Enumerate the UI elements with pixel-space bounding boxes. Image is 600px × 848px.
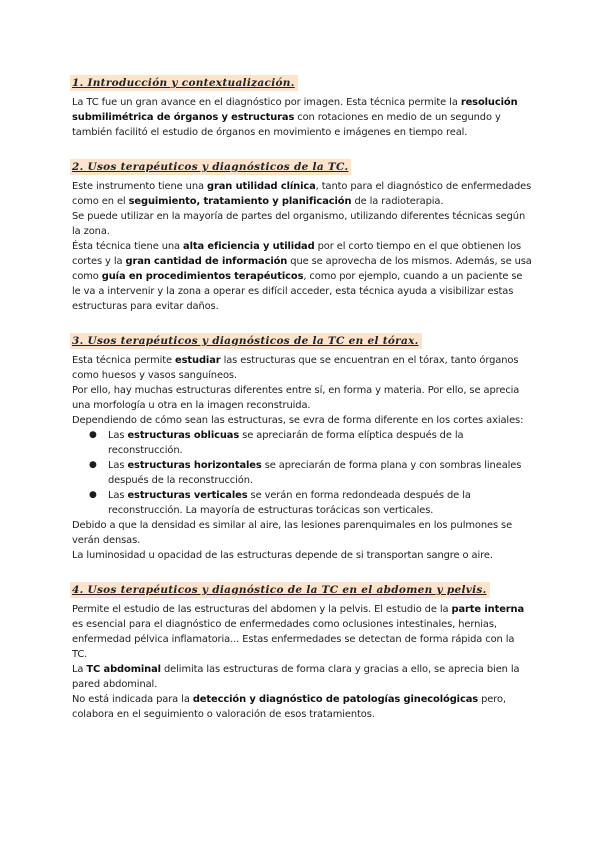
list-item: [89, 458, 532, 488]
text-run: Este instrumento tiene una: [72, 181, 207, 192]
bold-term: detección y diagnóstico de patologías ginecológicas: [192, 694, 479, 705]
text-run: La TC fue un gran avance en el diagnóstico por imagen. Esta técnica permite la: [72, 97, 461, 108]
bold-term: estructuras verticales: [127, 490, 248, 501]
bold-term: estudiar: [175, 355, 221, 366]
paragraph: [72, 353, 532, 383]
text-run: Ésta técnica tiene una: [72, 241, 184, 252]
bold-term: seguimiento, tratamiento y planificación: [128, 196, 352, 207]
paragraph: [72, 602, 532, 662]
bold-term: alta eficiencia y utilidad: [183, 241, 315, 252]
text-run: por el corto tiempo en el que obtienen los cortes y la: [72, 241, 522, 267]
text-run: de la radioterapia.: [351, 196, 444, 207]
text-run: , como por ejemplo, cuando a un paciente se le va a intervenir y la zona a operar es difícil acceder, esta técnica ayuda a visibilizar estas estructuras para evitar daños.: [72, 271, 523, 312]
text-run: , tanto para el diagnóstico de enfermedades como en el: [72, 181, 532, 207]
section-heading: 3. Usos terapéuticos y diagnósticos de la TC en el tórax.: [70, 333, 422, 349]
bold-term: estructuras oblicuas: [127, 430, 240, 441]
section-heading: 2. Usos terapéuticos y diagnósticos de la TC.: [70, 159, 351, 175]
bold-term: guía en procedimientos terapéuticos: [101, 271, 304, 282]
text-run: Las: [108, 460, 128, 471]
text-run: es esencial para el diagnóstico de enfermedades como oclusiones intestinales, hernias, enfermedad pélvica inflamatoria... Estas enfermedades se detectan de forma rápida con la TC.: [72, 619, 515, 660]
paragraph: [72, 662, 532, 692]
text-run: pero, colabora en el seguimiento o valoración de esos tratamientos.: [72, 694, 506, 720]
bullet-icon: ●: [89, 490, 97, 500]
text-run: delimita las estructuras de forma clara y gracias a ello, se aprecia bien la pared abdominal.: [72, 664, 520, 690]
paragraph: [72, 95, 532, 140]
text-run: se verán en forma redondeada después de la reconstrucción. La mayoría de estructuras torácicas son verticales.: [108, 490, 471, 516]
section-usos-generales: [72, 155, 532, 314]
bullet-list: [72, 428, 532, 518]
section-introduccion: [72, 71, 532, 140]
section-heading: 1. Introducción y contextualización.: [70, 75, 298, 91]
bold-term: TC abdominal: [86, 664, 161, 675]
text-run: Las: [108, 430, 128, 441]
text-run: Permite el estudio de las estructuras del abdomen y la pelvis. El estudio de la: [72, 604, 452, 615]
bold-term: parte interna: [451, 604, 525, 615]
paragraph: [72, 179, 532, 209]
text-run: las estructuras que se encuentran en el tórax, tanto órganos como huesos y vasos sanguíneos.: [72, 355, 519, 381]
bold-term: resolución submilimétrica de órganos y estructuras: [72, 97, 518, 123]
text-run: se apreciarán de forma plana y con sombras lineales después de la reconstrucción.: [108, 460, 522, 486]
paragraph: [72, 692, 532, 722]
paragraph: La luminosidad u opacidad de las estructuras depende de si transportan sangre o aire.: [72, 550, 493, 561]
paragraph: Debido a que la densidad es similar al aire, las lesiones parenquimales en los pulmones se verán densas.: [72, 520, 513, 546]
text-run: Esta técnica permite: [72, 355, 176, 366]
list-item: [89, 488, 532, 518]
text-run: La: [72, 664, 87, 675]
bold-term: gran utilidad clínica: [207, 181, 316, 192]
text-run: No está indicada para la: [72, 694, 193, 705]
paragraph: Por ello, hay muchas estructuras diferentes entre sí, en forma y materia. Por ello, se aprecia una morfología u otra en la imagen reconstruida.: [72, 385, 520, 411]
section-torax: [72, 329, 532, 563]
paragraph: Se puede utilizar en la mayoría de partes del organismo, utilizando diferentes técnicas según la zona.: [72, 211, 526, 237]
document-body: [72, 71, 532, 737]
text-run: se apreciarán de forma elíptica después de la reconstrucción.: [108, 430, 464, 456]
text-run: que se aprovecha de los mismos. Además, se usa como: [72, 256, 532, 282]
list-item: [89, 428, 532, 458]
bold-term: estructuras horizontales: [127, 460, 262, 471]
paragraph: Dependiendo de cómo sean las estructuras, se evra de forma diferente en los cortes axiales:: [72, 415, 524, 426]
bold-term: gran cantidad de información: [125, 256, 288, 267]
bullet-icon: ●: [89, 460, 97, 470]
section-heading: 4. Usos terapéuticos y diagnóstico de la TC en el abdomen y pelvis.: [70, 582, 490, 598]
text-run: con rotaciones en medio de un segundo y también facilitó el estudio de órganos en movimiento e imágenes en tiempo real.: [72, 112, 501, 138]
text-run: Las: [108, 490, 128, 501]
bullet-icon: ●: [89, 430, 97, 440]
paragraph: [72, 239, 532, 314]
section-abdomen-pelvis: [72, 578, 532, 722]
